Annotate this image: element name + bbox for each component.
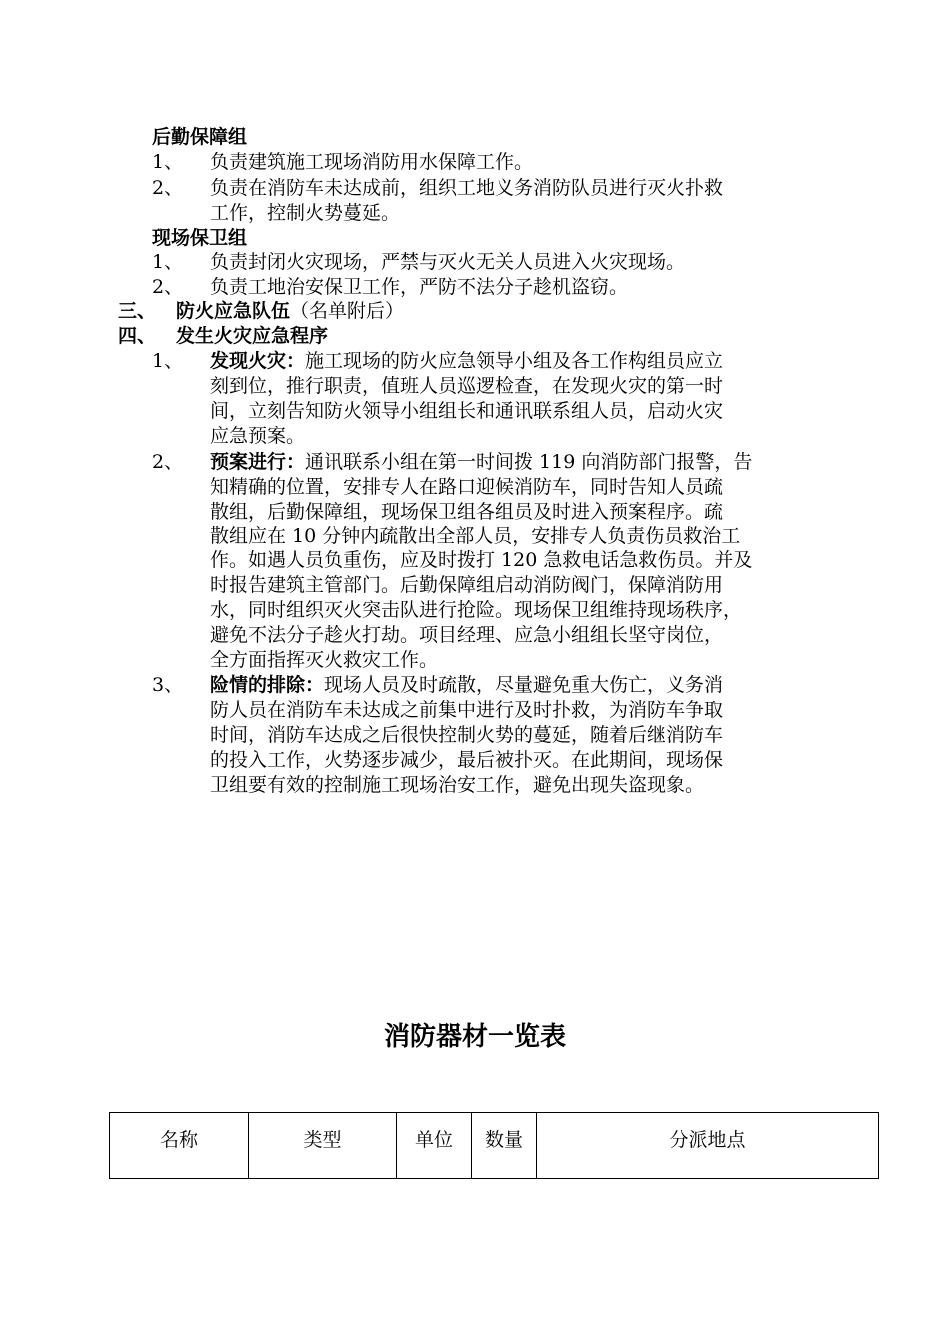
section-number: 四、 xyxy=(118,325,157,347)
section-title xyxy=(176,299,404,323)
list-item-line: 通讯联系小组在第一时间拨 119 向消防部门报警，告 xyxy=(305,451,753,473)
list-item-line: 全方面指挥灭火救灾工作。 xyxy=(210,649,439,671)
list-item-label: 险情的排除： xyxy=(210,674,325,696)
list-item-line: 时间，消防车达成之后很快控制火势的蔓延，随着后继消防车 xyxy=(210,724,724,746)
list-item-number: 2、 xyxy=(152,177,184,199)
list-item-line: 的投入工作，火势逐步减少，最后被扑灭。在此期间，现场保 xyxy=(210,749,724,771)
column-header-location: 分派地点 xyxy=(537,1113,879,1179)
table-header-row xyxy=(110,1113,879,1179)
list-item-number: 1、 xyxy=(152,251,184,273)
list-item-number: 1、 xyxy=(152,151,184,173)
security-heading: 现场保卫组 xyxy=(152,227,248,249)
column-header-type: 类型 xyxy=(249,1113,397,1179)
list-item-text: 负责建筑施工现场消防用水保障工作。 xyxy=(210,151,534,173)
list-item-number: 3、 xyxy=(152,674,184,696)
list-item-line: 散组，后勤保障组，现场保卫组各组员及时进入预案程序。疏 xyxy=(210,501,724,523)
list-item-number: 2、 xyxy=(152,451,184,473)
equipment-table xyxy=(109,1112,879,1179)
list-item-text: 负责封闭火灾现场，严禁与灭火无关人员进入火灾现场。 xyxy=(210,251,686,273)
list-item-line: 时报告建筑主管部门。后勤保障组启动消防阀门，保障消防用 xyxy=(210,574,724,596)
list-item-label: 发现火灾： xyxy=(210,350,306,372)
list-item-text: 负责工地治安保卫工作，严防不法分子趁机盗窃。 xyxy=(210,276,629,298)
section-number: 三、 xyxy=(118,300,157,322)
list-item-text xyxy=(210,673,723,697)
list-item-line: 卫组要有效的控制施工现场治安工作，避免出现失盗现象。 xyxy=(210,774,705,796)
column-header-name: 名称 xyxy=(110,1113,249,1179)
list-item-line: 知精确的位置，安排专人在路口迎候消防车，同时告知人员疏 xyxy=(210,476,724,498)
list-item-text: 工作，控制火势蔓延。 xyxy=(210,202,401,224)
list-item-number: 1、 xyxy=(152,350,184,372)
section-title-text: 防火应急队伍 xyxy=(176,300,291,322)
list-item-text xyxy=(210,450,752,474)
logistics-heading: 后勤保障组 xyxy=(152,126,248,148)
column-header-quantity: 数量 xyxy=(472,1113,537,1179)
list-item-line: 避免不法分子趁火打劫。项目经理、应急小组组长坚守岗位， xyxy=(210,624,724,646)
section-title-note: （名单附后） xyxy=(290,300,405,322)
equipment-table-title: 消防器材一览表 xyxy=(383,1022,566,1052)
list-item-line: 应急预案。 xyxy=(210,425,306,447)
list-item-line: 施工现场的防火应急领导小组及各工作构组员应立 xyxy=(305,350,724,372)
list-item-text: 负责在消防车未达成前，组织工地义务消防队员进行灭火扑救 xyxy=(210,177,724,199)
list-item-line: 防人员在消防车未达成之前集中进行及时扑救，为消防车争取 xyxy=(210,699,724,721)
column-header-unit: 单位 xyxy=(397,1113,472,1179)
list-item-line: 水，同时组织灭火突击队进行抢险。现场保卫组维持现场秩序， xyxy=(210,599,743,621)
list-item-label: 预案进行： xyxy=(210,451,306,473)
list-item-line: 散组应在 10 分钟内疏散出全部人员，安排专人负责伤员救治工 xyxy=(210,525,741,547)
section-title: 发生火灾应急程序 xyxy=(176,325,329,347)
list-item-line: 作。如遇人员负重伤，应及时拨打 120 急救电话急救伤员。并及 xyxy=(210,549,753,571)
list-item-number: 2、 xyxy=(152,276,184,298)
list-item-line: 刻到位，推行职责，值班人员巡逻检查，在发现火灾的第一时 xyxy=(210,375,724,397)
list-item-line: 现场人员及时疏散，尽量避免重大伤亡，义务消 xyxy=(324,674,724,696)
list-item-text xyxy=(210,349,723,373)
list-item-line: 间，立刻告知防火领导小组组长和通讯联系组人员，启动火灾 xyxy=(210,400,724,422)
